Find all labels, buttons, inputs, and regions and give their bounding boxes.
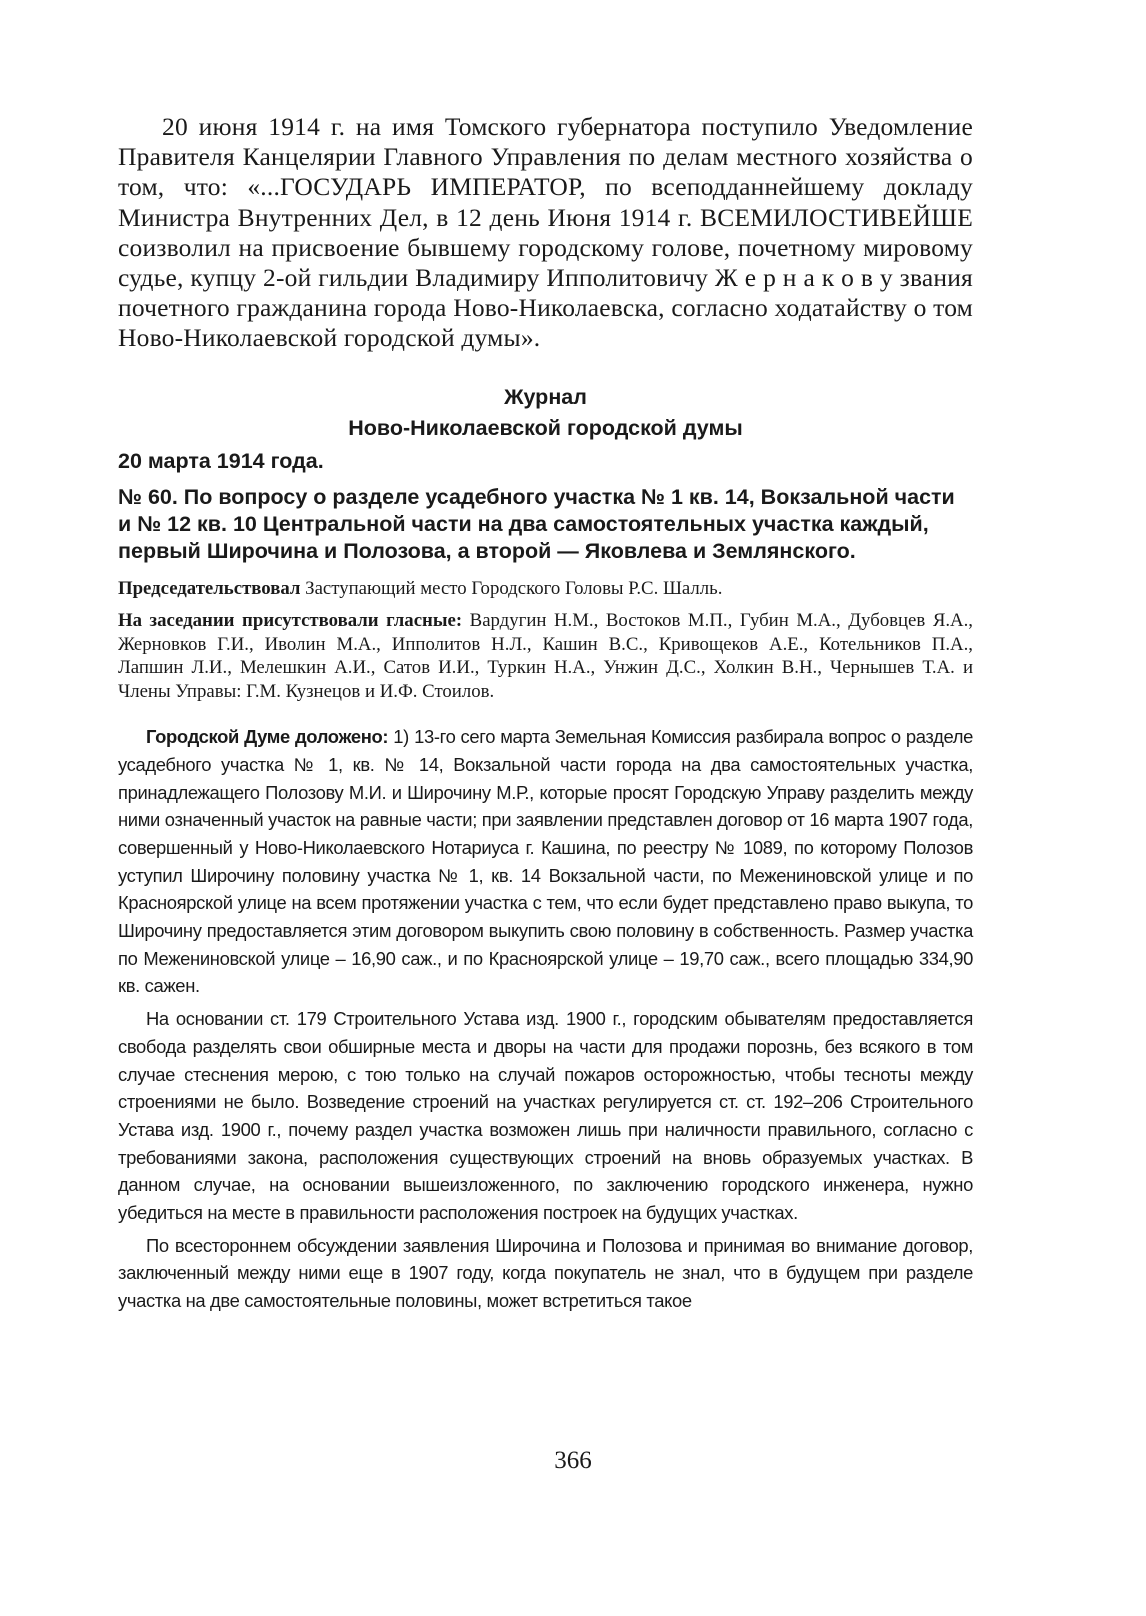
present-label: На заседании присутствовали гласные: [118,610,463,632]
body-paragraph-3: По всестороннем обсуждении заявления Широчина и Полозова и принимая во внимание договор, заключенный между ними еще в 1907 году, когда покупатель не знал, что в будущем при разделе участка на две самостоятельные половины, может встретиться такое [118,1234,973,1312]
journal-date: 20 марта 1914 года. [118,448,324,473]
chaired-label: Председательствовал [118,577,301,599]
body-paragraph-1 [118,723,973,1000]
chaired-paragraph [118,577,973,601]
intro-paragraph: 20 июня 1914 г. на имя Томского губернатора поступило Уведомление Правителя Канцелярии Главного Управления по делам местного хозяйства о том, что: «...ГОСУДАРЬ ИМПЕРАТОР, по всеподданнейшему докладу Министра Внутренних Дел, в 12 день Июня 1914 г. ВСЕМИЛОСТИВЕЙШЕ соизволил на присвоение бывшему городскому голове, почетному мировому судье, купцу 2-ой гильдии Владимиру Ипполитовичу Ж е р н а к о в у звания почетного гражданина города Ново-Николаевска, согласно ходатайству о том Ново-Николаевской городской думы». [118,112,973,353]
journal-title-line2: Ново-Николаевской городской думы [348,415,743,440]
chaired-text: Заступающий место Городского Головы Р.С. Шалль. [300,577,723,599]
present-paragraph [118,609,973,703]
page-content [118,112,973,1315]
item-title: № 60. По вопросу о разделе усадебного участка № 1 кв. 14, Вокзальной части и № 12 кв. 10 Центральной части на два самостоятельных участка каждый, первый Широчина и Полозова, а второй — Яковлева и Землянского. [118,484,955,563]
page-number: 366 [554,1447,592,1474]
body-paragraph-2: На основании ст. 179 Строительного Устава изд. 1900 г., городским обывателям предоставляется свобода разделять свои обширные места и дворы на части для продажи порознь, без всякого в том случае стеснения мерою, с тою только на случай пожаров осторожностью, чтобы тесноты между строениями не было. Возведение строений на участках регулируется ст. ст. 192–206 Строительного Устава изд. 1900 г., почему раздел участка возможен лишь при наличности правильного, согласно с требованиями закона, расположения существующих строений на вновь образуемых участках. В данном случае, на основании вышеизложенного, по заключению городского инженера, нужно убедиться на месте в правильности расположения построек на будущих участках. [118,1008,973,1224]
body-paragraph-1-text: 1) 13-го сего марта Земельная Комиссия разбирала вопрос о разделе усадебного участка № 1, кв. № 14, Вокзальной части города на два самостоятельных участка, принадлежащего Полозову М.И. и Широчину М.Р., которые просят Городскую Управу разделить между ними означенный участок на равные части; при заявлении представлен договор от 16 марта 1907 года, совершенный у Ново-Николаевского Нотариуса г. Кашина, по реестру № 1089, по которому Полозов уступил Широчину половину участка № 1, кв. 14 Вокзальной части, по Межениновской улице и по Красноярской улице на всем протяжении участка с тем, что если будет представлено право выкупа, то Широчину предоставляется этим договором выкупить свою половину в собственность. Размер участка по Межениновской улице – 16,90 саж., и по Красноярской улице – 19,70 саж., всего площадью 334,90 кв. сажен. [118,726,973,997]
journal-title-line1: Журнал [504,384,587,409]
body-paragraph-1-label: Городской Думе доложено: [146,726,389,748]
present-text: Вардугин Н.М., Востоков М.П., Губин М.А., Дубовцев Я.А., Жерновков Г.И., Иволин М.А., Ипполитов Н.Л., Кашин В.С., Кривощеков А.Е., Котельников П.А., Лапшин Л.И., Мелешкин А.И., Сатов И.И., Туркин Н.А., Унжин Д.С., Холкин В.Н., Чернышев Т.А. и Члены Управы: Г.М. Кузнецов и И.Ф. Стоилов. [118,610,973,702]
journal-title [118,382,973,444]
